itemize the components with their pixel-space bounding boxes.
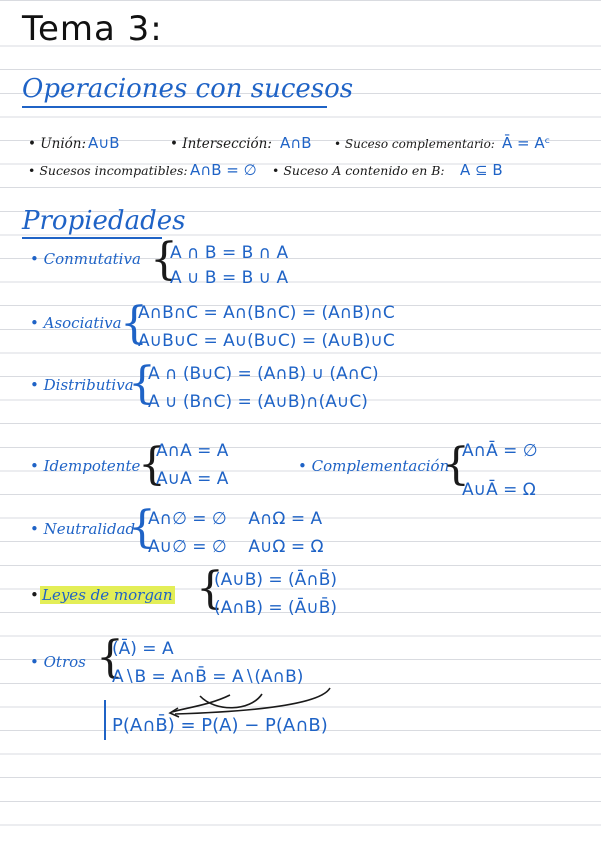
prop-conmutativa-line2: A ∪ B = B ∪ A bbox=[170, 268, 289, 288]
prop-conmutativa-label: • Conmutativa bbox=[30, 250, 141, 268]
left-brace: { bbox=[138, 439, 166, 490]
section-heading-propiedades: Propiedades bbox=[22, 206, 186, 236]
prop-asociativa-line1: A∩B∩C = A∩(B∩C) = (A∩B)∩C bbox=[138, 303, 395, 323]
def-union-value: A∪B bbox=[88, 134, 120, 152]
left-brace: { bbox=[120, 298, 148, 349]
prop-neutralidad-line2: A∪∅ = ∅ A∪Ω = Ω bbox=[148, 537, 324, 557]
def-union-label: • Unión: bbox=[28, 136, 87, 152]
prop-idempotente-line1: A∩A = A bbox=[156, 441, 229, 461]
prop-otros-label: • Otros bbox=[30, 653, 86, 671]
prop-distributiva-line1: A ∩ (B∪C) = (A∩B) ∪ (A∩C) bbox=[148, 364, 379, 384]
prop-distributiva-line2: A ∪ (B∩C) = (A∪B)∩(A∪C) bbox=[148, 392, 368, 412]
left-brace: { bbox=[442, 439, 470, 490]
prop-otros-line1: (Ā) = A bbox=[112, 639, 174, 659]
highlighted-text: Leyes de morgan bbox=[42, 586, 173, 604]
left-brace: { bbox=[128, 358, 156, 409]
prop-asociativa-label: • Asociativa bbox=[30, 314, 122, 332]
prop-complementacion-label: • Complementación bbox=[298, 457, 450, 475]
prop-morgan-line1: (A∪B) = (Ā∩B̄) bbox=[214, 570, 338, 590]
page-title: Tema 3: bbox=[22, 9, 163, 49]
prop-neutralidad-line1: A∩∅ = ∅ A∩Ω = A bbox=[148, 509, 323, 529]
prop-complementacion-line2: A∪Ā = Ω bbox=[462, 480, 536, 500]
def-complement-label: • Suceso complementario: bbox=[334, 137, 495, 151]
left-brace: { bbox=[196, 563, 224, 614]
prop-idempotente-label: • Idempotente bbox=[30, 457, 141, 475]
prop-otros-line2: A∖B = A∩B̄ = A∖(A∩B) bbox=[112, 667, 304, 687]
left-brace: { bbox=[96, 632, 124, 683]
def-contained-value: A ⊆ B bbox=[460, 161, 503, 179]
def-incompatible-value: A∩B = ∅ bbox=[190, 161, 257, 179]
curved-arrow bbox=[200, 694, 262, 708]
prop-conmutativa-line1: A ∩ B = B ∩ A bbox=[170, 243, 289, 263]
curved-arrow bbox=[175, 688, 330, 714]
left-brace: { bbox=[128, 502, 156, 553]
left-brace: { bbox=[150, 234, 178, 285]
def-intersection-value: A∩B bbox=[280, 134, 312, 152]
arrow-head bbox=[170, 708, 179, 717]
def-intersection-label: • Intersección: bbox=[170, 136, 272, 152]
prop-asociativa-line2: A∪B∪C = A∪(B∪C) = (A∪B)∪C bbox=[138, 331, 395, 351]
prop-morgan-bullet: • bbox=[30, 586, 39, 604]
prop-complementacion-line1: A∩Ā = ∅ bbox=[462, 441, 538, 461]
prop-neutralidad-label: • Neutralidad bbox=[30, 520, 136, 538]
prop-distributiva-label: • Distributiva bbox=[30, 376, 134, 394]
def-incompatible-label: • Sucesos incompatibles: bbox=[28, 163, 188, 178]
prop-idempotente-line2: A∪A = A bbox=[156, 469, 229, 489]
def-contained-label: • Suceso A contenido en B: bbox=[272, 163, 445, 178]
prop-morgan-line2: (A∩B) = (Ā∪B̄) bbox=[214, 598, 338, 618]
def-complement-value: Ā = Aᶜ bbox=[502, 134, 551, 152]
section-heading-operaciones: Operaciones con sucesos bbox=[22, 74, 354, 104]
prop-otros-line3: P(A∩B̄) = P(A) − P(A∩B) bbox=[112, 715, 328, 736]
